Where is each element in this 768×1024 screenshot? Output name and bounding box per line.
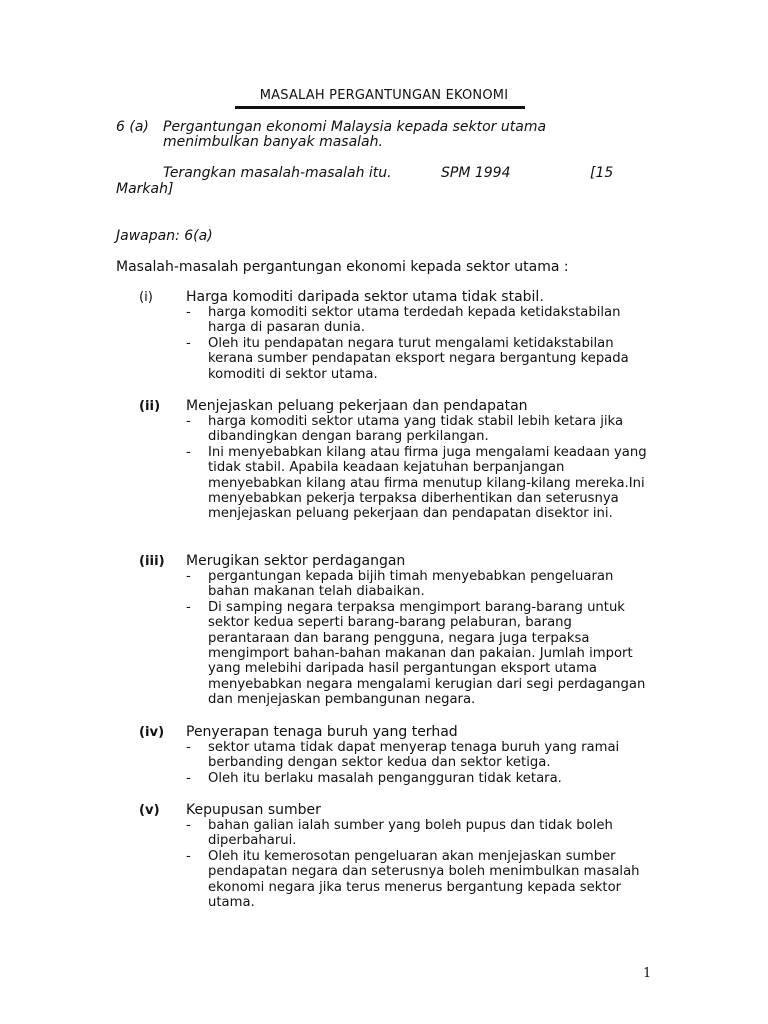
bullet-text: sektor utama tidak dapat menyerap tenaga buruh yang ramai berbanding dengan sektor kedua dan sektor ketiga. [208,740,620,771]
question-text-line2: menimbulkan banyak masalah. [163,134,383,150]
list-item [186,600,656,708]
section-heading: Penyerapan tenaga buruh yang terhad [186,724,458,740]
section-bullet-list [186,305,656,382]
bullet-text: Ini menyebabkan kilang atau firma juga mengalami keadaan yang tidak stabil. Apabila keadaan kejatuhan berpanjangan menyebabkan kilang atau firma menutup kilang-kilang mereka.Ini menyebabkan pekerja terpaksa diberhentikan dan seterusnya menjejaskan peluang pekerjaan dan pendapatan disektor ini. [208,444,647,522]
list-item [186,414,656,445]
bullet-dash: - [186,305,191,320]
section-bullet-list [186,569,656,708]
section-bullet-list [186,414,656,522]
question-number: 6 (a) [116,119,149,135]
bullet-dash: - [186,335,191,351]
list-item [186,849,656,911]
section-bullet-list [186,740,656,786]
bullet-dash: - [186,740,191,755]
bullet-text: Oleh itu kemerosotan pengeluaran akan menjejaskan sumber pendapatan negara dan seterusnya boleh menimbulkan masalah ekonomi negara jika terus menerus bergantung kepada sektor utama. [208,848,640,911]
bullet-text: harga komoditi sektor utama terdedah kepada ketidakstabilan harga di pasaran dunia. [208,305,621,336]
title-underline [235,106,525,109]
section-number: (ii) [139,399,161,414]
bullet-dash: - [186,414,191,429]
answer-intro: Masalah-masalah pergantungan ekonomi kepada sektor utama : [116,259,569,275]
section-heading: Menjejaskan peluang pekerjaan dan pendapatan [186,398,528,414]
page-number: 1 [643,966,652,981]
list-item [186,569,656,600]
section-number: (iv) [139,725,165,740]
list-item [186,818,656,849]
question-source: SPM 1994 [441,165,511,181]
bullet-text: Oleh itu berlaku masalah pengangguran tidak ketara. [208,770,562,786]
list-item [186,445,656,522]
bullet-text: Oleh itu pendapatan negara turut mengalami ketidakstabilan kerana sumber pendapatan eksport negara bergantung kepada komoditi di sektor utama. [208,335,629,382]
bullet-text: pergantungan kepada bijih timah menyebabkan pengeluaran bahan makanan telah diabaikan. [208,569,614,600]
bullet-text: Di samping negara terpaksa mengimport barang-barang untuk sektor kedua seperti barang-barang pelaburan, barang perantaraan dan barang pengguna, negara juga terpaksa mengimport bahan-bahan makanan dan pakaian. Jumlah import yang melebihi daripada hasil pergantungan eksport utama menyebabkan negara mengalami kerugian dari segi perdagangan dan menjejaskan pembangunan negara. [208,599,646,708]
bullet-dash: - [186,599,191,615]
list-item [186,305,656,336]
question-marks-part2: Markah] [116,181,174,197]
question-text-line1: Pergantungan ekonomi Malaysia kepada sektor utama [163,119,547,135]
bullet-dash: - [186,818,191,833]
section-number: (iii) [139,554,165,569]
bullet-dash: - [186,848,191,864]
section-number: (i) [139,290,153,305]
question-marks-part1: [15 [590,165,614,181]
section-bullet-list [186,818,656,910]
section-heading: Harga komoditi daripada sektor utama tidak stabil. [186,289,544,305]
bullet-dash: - [186,770,191,786]
list-item [186,771,656,786]
list-item [186,740,656,771]
bullet-text: bahan galian ialah sumber yang boleh pupus dan tidak boleh diperbaharui. [208,818,613,849]
bullet-dash: - [186,444,191,460]
question-instruction: Terangkan masalah-masalah itu. [163,165,392,181]
list-item [186,336,656,382]
answer-label: Jawapan: 6(a) [116,228,213,244]
section-heading: Merugikan sektor perdagangan [186,553,406,569]
page-title: MASALAH PERGANTUNGAN EKONOMI [259,88,509,103]
section-heading: Kepupusan sumber [186,802,321,818]
section-number: (v) [139,803,160,818]
bullet-dash: - [186,569,191,584]
bullet-text: harga komoditi sektor utama yang tidak stabil lebih ketara jika dibandingkan dengan barang perkilangan. [208,414,624,445]
